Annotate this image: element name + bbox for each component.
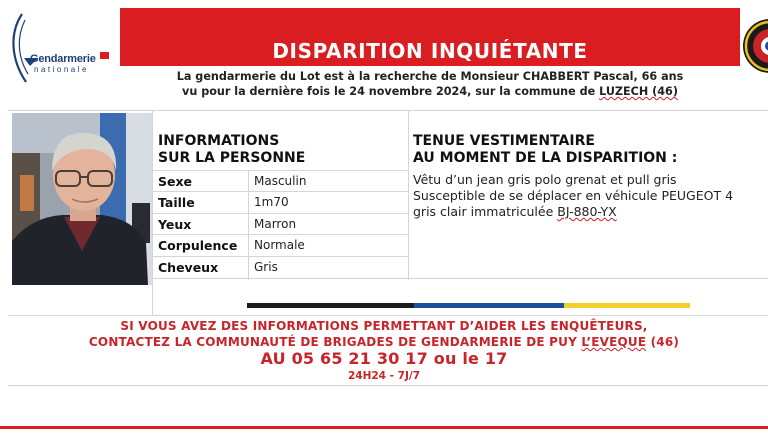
flag-stripe-blue <box>414 303 564 308</box>
intro-line2 <box>130 84 730 99</box>
clothing-line2: Susceptible de se déplacer en véhicule PEUGEOT 4 <box>413 188 734 203</box>
page-title: DISPARITION INQUIÉTANTE <box>272 39 588 63</box>
attr-row-line <box>152 234 408 235</box>
logo-line2: nationale <box>34 65 89 74</box>
phone-line <box>0 349 768 368</box>
call-top-border <box>8 315 768 316</box>
call-line1: SI VOUS AVEZ DES INFORMATIONS PERMETTANT D’AIDER LES ENQUÊTEURS, <box>120 319 648 333</box>
emblem-badge-icon <box>740 10 768 80</box>
intro-text <box>130 69 730 99</box>
clothing-line3-prefix: gris clair immatriculée <box>413 204 558 219</box>
attr-value-taille: 1m70 <box>254 195 289 209</box>
attr-label-cheveux: Cheveux <box>158 260 219 275</box>
person-section-title <box>158 133 305 167</box>
title-banner <box>120 8 740 66</box>
table-bottom-border <box>152 278 768 279</box>
clothing-description <box>413 172 768 220</box>
phone-join: ou le <box>433 349 480 368</box>
attr-value-yeux: Marron <box>254 217 297 231</box>
flag-stripe-yellow <box>564 303 690 308</box>
attr-label-corpulence: Corpulence <box>158 238 238 253</box>
brigade-emblem <box>740 10 768 80</box>
call-place: L’EVEQUE <box>581 335 647 349</box>
person-title-line1: INFORMATIONS <box>158 133 280 149</box>
phone-number-emergency[interactable]: 17 <box>484 349 508 368</box>
attr-value-corpulence: Normale <box>254 238 305 252</box>
attr-label-taille: Taille <box>158 195 195 210</box>
table-top-border <box>8 110 768 111</box>
attr-label-sexe: Sexe <box>158 174 193 189</box>
bottom-red-rule <box>0 426 768 429</box>
intro-line1: La gendarmerie du Lot est à la recherche de Monsieur CHABBERT Pascal, 66 ans <box>176 70 684 83</box>
section-divider <box>408 110 409 280</box>
intro-place: LUZECH (46) <box>599 85 678 98</box>
attr-column-divider <box>248 170 249 280</box>
clothing-line1: Vêtu d’un jean gris polo grenat et pull gris <box>413 172 677 187</box>
gendarmerie-flame-icon <box>8 8 120 88</box>
attr-row-line <box>152 191 408 192</box>
intro-line2-prefix: vu pour la dernière fois le 24 novembre 2024, sur la commune de <box>182 85 600 98</box>
attr-row-line <box>152 213 408 214</box>
attr-row-line <box>152 170 408 171</box>
gendarmerie-wordmark <box>30 53 120 74</box>
phone-number-primary[interactable]: 05 65 21 30 17 <box>291 349 428 368</box>
call-line2-prefix: CONTACTEZ LA COMMUNAUTÉ DE BRIGADES DE GENDARMERIE DE PUY <box>88 335 582 349</box>
gendarmerie-logo <box>8 8 120 88</box>
clothing-title-line2: AU MOMENT DE LA DISPARITION : <box>413 150 678 166</box>
license-plate: BJ-880-YX <box>557 204 617 219</box>
call-line2 <box>0 335 768 349</box>
availability-hours: 24H24 - 7J/7 <box>347 370 421 382</box>
call-bottom-border <box>8 385 768 386</box>
logo-line1: Gendarmerie <box>30 53 96 65</box>
flag-stripe-black <box>247 303 414 308</box>
phone-prefix: AU <box>260 349 286 368</box>
clothing-title-line1: TENUE VESTIMENTAIRE <box>413 133 595 149</box>
attr-value-cheveux: Gris <box>254 260 278 274</box>
person-portrait-image <box>12 113 152 285</box>
call-line2-suffix: (46) <box>646 335 680 349</box>
clothing-line3 <box>413 204 768 220</box>
attr-label-yeux: Yeux <box>158 217 192 232</box>
attr-row-line <box>152 256 408 257</box>
clothing-section-title <box>413 133 677 167</box>
missing-person-photo <box>12 113 152 285</box>
person-title-line2: SUR LA PERSONNE <box>158 150 306 166</box>
attr-value-sexe: Masculin <box>254 174 307 188</box>
